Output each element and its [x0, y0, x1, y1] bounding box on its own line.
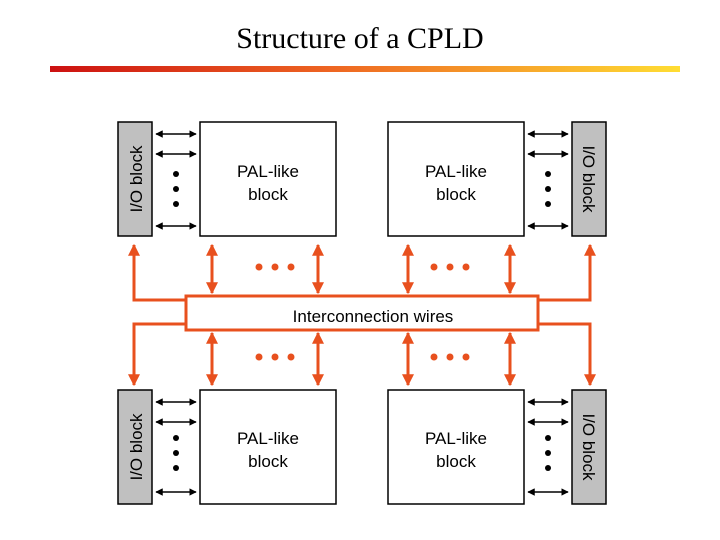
pal-block-label-line2: block [248, 185, 288, 204]
slide-title: Structure of a CPLD [236, 22, 484, 55]
io-block-bottom-right [572, 390, 606, 504]
pal-block-bottom-left [200, 390, 336, 504]
pal-block-label-line1: PAL-like [236, 162, 300, 181]
interconnect-label: Interconnection wires [292, 307, 454, 326]
pal-block-label-line2: block [436, 185, 476, 204]
io-block-bottom-left [118, 390, 152, 504]
pal-block-label-line1: PAL-like [424, 162, 488, 181]
pal-block-label-line2: block [436, 452, 476, 471]
pal-block-label-line2: block [248, 452, 288, 471]
pal-block-top-right [388, 122, 524, 236]
io-block-label: I/O block [127, 413, 146, 481]
io-block-label: I/O block [579, 413, 598, 481]
io-block-label: I/O block [127, 145, 146, 213]
pal-block-label-line1: PAL-like [424, 429, 488, 448]
io-block-top-left [118, 122, 152, 236]
io-block-label: I/O block [579, 145, 598, 213]
pal-block-label-line1: PAL-like [236, 429, 300, 448]
io-block-top-right [572, 122, 606, 236]
pal-block-bottom-right [388, 390, 524, 504]
pal-block-top-left [200, 122, 336, 236]
